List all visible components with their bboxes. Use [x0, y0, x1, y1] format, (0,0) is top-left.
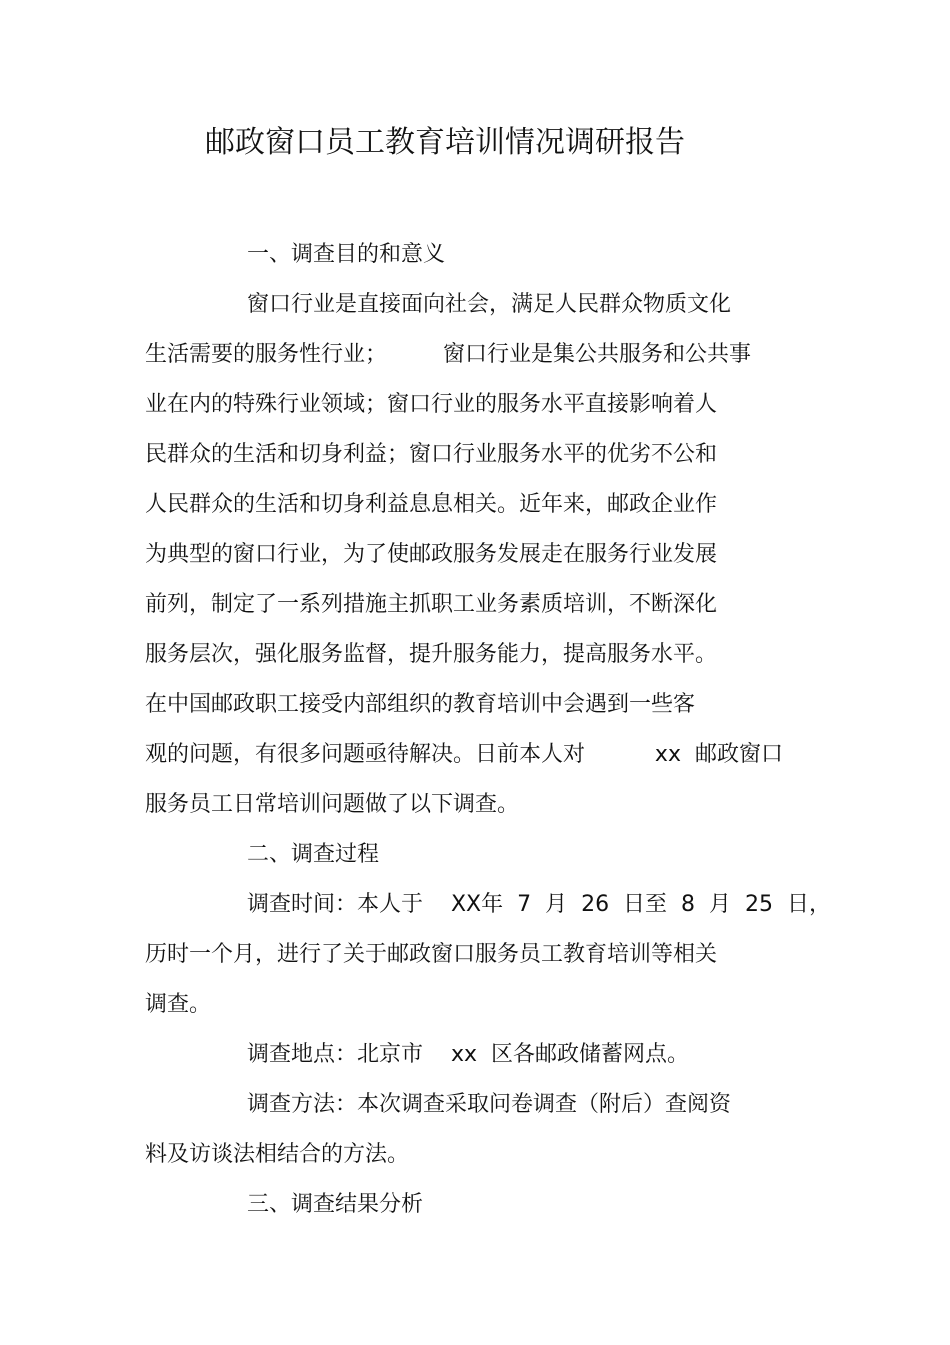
body-line: 在中国邮政职工接受内部组织的教育培训中会遇到一些客: [145, 692, 696, 717]
body-line: 民群众的生活和切身利益；窗口行业服务水平的优劣不公和: [145, 442, 718, 467]
body-line: 调查地点：北京市 xx 区各邮政储蓄网点。: [247, 1042, 689, 1067]
heading-results: 三、调查结果分析: [247, 1192, 424, 1217]
body-line: 服务层次，强化服务监督，提升服务能力，提高服务水平。: [145, 642, 718, 667]
body-line: 窗口行业是直接面向社会，满足人民群众物质文化: [247, 292, 732, 317]
body-line: 调查方法：本次调查采取问卷调查（附后）查阅资: [247, 1092, 732, 1117]
heading-process: 二、调查过程: [247, 842, 380, 867]
heading-purpose: 一、调查目的和意义: [247, 242, 446, 267]
body-line: 料及访谈法相结合的方法。: [145, 1142, 410, 1167]
body-line: 为典型的窗口行业，为了使邮政服务发展走在服务行业发展: [145, 542, 718, 567]
body-line: 调查。: [145, 992, 212, 1017]
body-line: 观的问题，有很多问题亟待解决。日前本人对 xx 邮政窗口: [145, 742, 783, 767]
body-line: 服务员工日常培训问题做了以下调查。: [145, 792, 520, 817]
document-title: 邮政窗口员工教育培训情况调研报告: [205, 125, 685, 160]
body-line: 前列，制定了一系列措施主抓职工业务素质培训，不断深化: [145, 592, 718, 617]
body-line: 生活需要的服务性行业； 窗口行业是集公共服务和公共事: [145, 342, 751, 367]
body-line: 调查时间：本人于 XX年 7 月 26 日至 8 月 25 日，: [247, 892, 831, 917]
body-line: 人民群众的生活和切身利益息息相关。近年来，邮政企业作: [145, 492, 718, 517]
body-line: 历时一个月，进行了关于邮政窗口服务员工教育培训等相关: [145, 942, 718, 967]
body-line: 业在内的特殊行业领域；窗口行业的服务水平直接影响着人: [145, 392, 718, 417]
